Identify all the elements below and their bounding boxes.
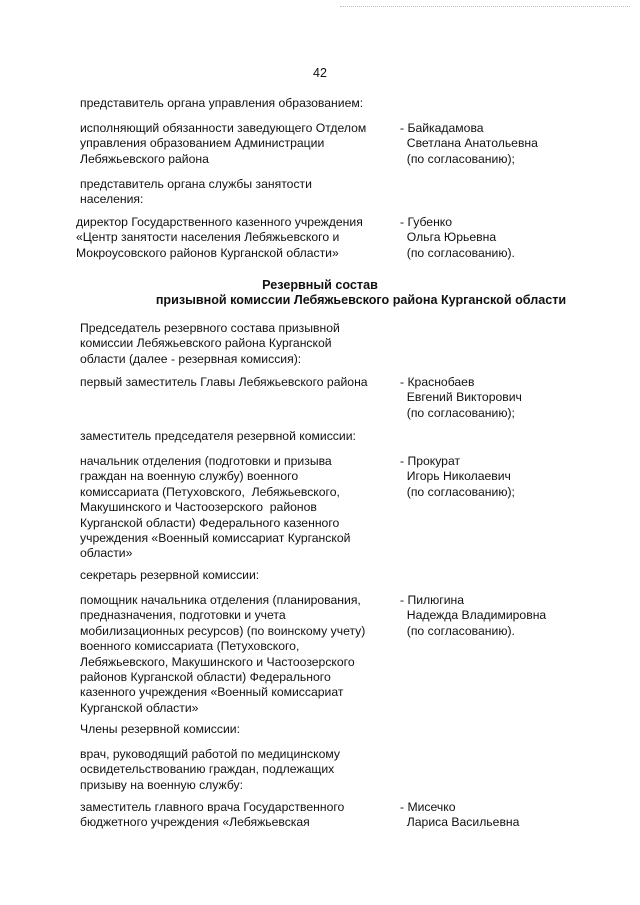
scan-artifact [340,6,630,9]
entry-description [80,722,400,737]
description-line: представитель органа службы занятости [80,177,312,191]
description-line: секретарь резервной комиссии: [80,568,260,582]
entry-description [80,321,400,367]
description-line: области» [80,546,133,561]
description-line: заместитель главного врача Государственного [80,800,345,814]
description-line: Лебяжьевского района [80,151,209,166]
entry-description [80,800,400,831]
entry-person [400,215,620,261]
entry-person [400,593,620,639]
person-note: (по согласованию). [400,623,515,638]
entry-description [80,429,400,444]
person-note: (по согласованию); [400,405,515,420]
entry-description [80,121,400,167]
person-surname: - Мисечко [400,800,456,814]
person-note: (по согласованию). [400,245,515,260]
entry-person [400,375,620,421]
reserve-heading [0,278,640,309]
person-surname: - Байкадамова [400,121,484,135]
entry-person [400,800,620,831]
description-line: «Центр занятости населения Лебяжьевского и [76,230,340,245]
entry-description [80,747,400,793]
person-name: Лариса Васильевна [400,815,520,830]
description-line: населения: [80,192,144,207]
description-line: комиссии Лебяжьевского района Курганской [80,336,332,351]
heading-line-2: призывной комиссии Лебяжьевского района Курганской области [155,293,567,308]
entry-description [80,593,400,716]
entry-person [400,454,620,500]
description-line: Председатель резервного состава призывной [80,321,340,335]
description-line: комиссариата (Петуховского, Лебяжьевского, [80,484,340,499]
description-line: учреждения «Военный комиссариат Курганской [80,531,351,546]
description-line: помощник начальника отделения (планирования, [80,593,361,607]
description-line: Макушинского и Частоозерского районов [80,500,317,515]
description-line: военного комиссариата (Петуховского, [80,639,300,654]
description-line: заместитель председателя резервной комиссии: [80,429,356,443]
person-name: Светлана Анатольевна [400,136,538,151]
entry-description [80,96,400,111]
description-line: призыву на военную службу: [80,777,244,792]
description-line: управления образованием Администрации [80,136,325,151]
description-line: Курганской области) Федерального казенного [80,515,340,530]
description-line: казенного учреждения «Военный комиссариат [80,685,344,700]
description-line: предназначения, подготовки и учета [80,608,286,623]
description-line: граждан на военную службу) военного [80,469,299,484]
description-line: мобилизационных ресурсов) (по воинскому учету) [80,623,366,638]
person-surname: - Краснобаев [400,375,475,389]
entry-person [400,121,620,167]
person-note: (по согласованию); [400,151,515,166]
page-number: 42 [313,66,327,80]
entry-description [80,568,400,583]
description-line: Члены резервной комиссии: [80,722,240,736]
person-name: Игорь Николаевич [400,469,511,484]
description-line: исполняющий обязанности заведующего Отделом [80,121,367,135]
heading-line-1: Резервный состав [262,278,378,292]
description-line: освидетельствованию граждан, подлежащих [80,762,335,777]
entry-description [76,215,396,261]
description-line: врач, руководящий работой по медицинскому [80,747,340,761]
entry-description [80,454,400,562]
description-line: области (далее - резервная комиссия): [80,351,302,366]
person-note: (по согласованию); [400,484,515,499]
person-name: Евгений Викторович [400,390,522,405]
person-surname: - Прокурат [400,454,461,468]
description-line: представитель органа управления образованием: [80,96,364,110]
description-line: начальник отделения (подготовки и призыва [80,454,332,468]
person-name: Надежда Владимировна [400,608,547,623]
description-line: Мокроусовского районов Курганской области» [76,245,339,260]
description-line: Курганской области» [80,700,199,715]
description-line: бюджетного учреждения «Лебяжьевская [80,815,310,830]
description-line: первый заместитель Главы Лебяжьевского района [80,375,368,389]
description-line: директор Государственного казенного учреждения [76,215,363,229]
entry-description [80,177,400,208]
person-name: Ольга Юрьевна [400,230,497,245]
entry-description [80,375,400,390]
person-surname: - Пилюгина [400,593,465,607]
description-line: районов Курганской области) Федерального [80,670,331,685]
person-surname: - Губенко [400,215,453,229]
description-line: Лебяжьевского, Макушинского и Частоозерского [80,654,355,669]
